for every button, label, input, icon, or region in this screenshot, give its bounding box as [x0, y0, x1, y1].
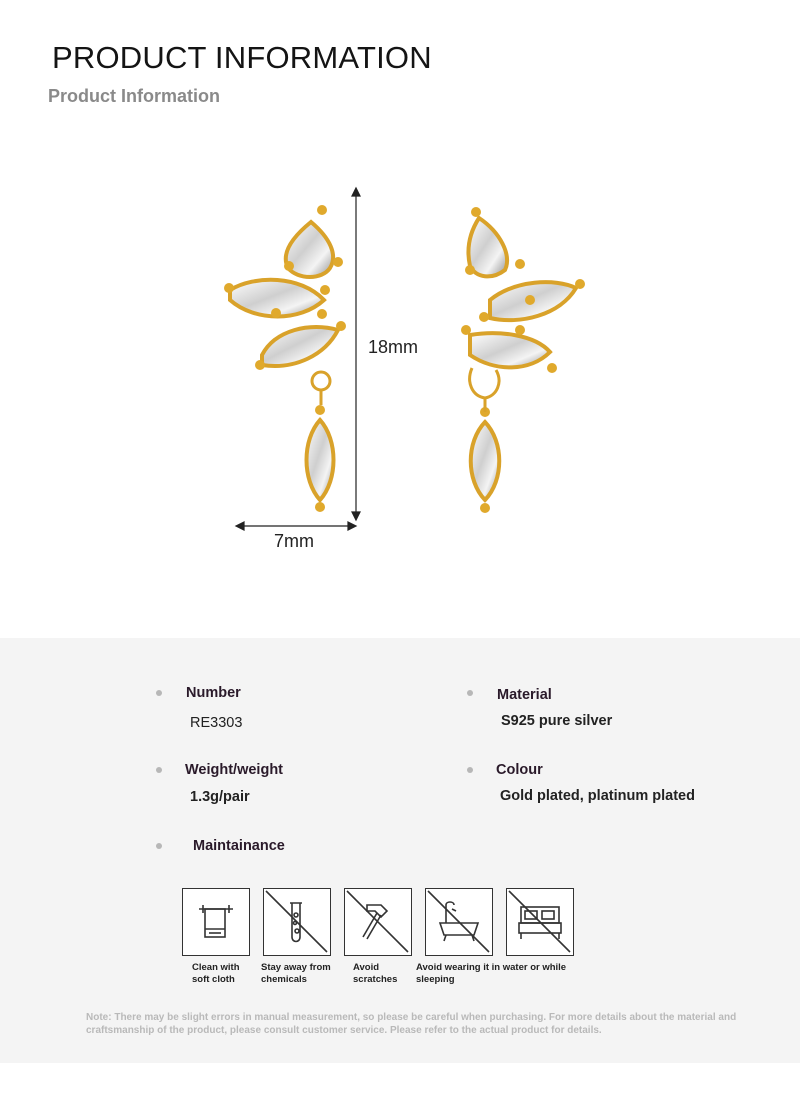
- page-title: PRODUCT INFORMATION: [52, 40, 432, 75]
- care-caption-cloth: Clean with soft cloth: [192, 962, 240, 985]
- cloth-icon: [182, 888, 250, 956]
- number-value: RE3303: [190, 715, 243, 731]
- bullet-icon: [156, 843, 162, 849]
- bullet-icon: [467, 690, 473, 696]
- height-dimension-label: 18mm: [368, 337, 419, 357]
- care-caption-chemicals: Stay away from chemicals: [261, 962, 331, 985]
- colour-label: Colour: [496, 762, 543, 778]
- material-value: S925 pure silver: [501, 713, 613, 729]
- disclaimer-note: Note: There may be slight errors in manual measurement, so please be careful when purchasing. For more details about the material and craftsmanship of the product, please consult customer service. Please refer to the actual product for details.: [86, 1012, 737, 1036]
- bullet-icon: [156, 767, 162, 773]
- width-dimension-label: 7mm: [274, 531, 314, 551]
- care-caption-scratches: Avoid scratches: [353, 962, 398, 985]
- care-caption-water-sleeping: Avoid wearing it in water or while sleeping: [416, 962, 567, 985]
- number-label: Number: [186, 685, 241, 701]
- colour-value: Gold plated, platinum plated: [500, 788, 695, 804]
- page-subtitle: Product Information: [48, 86, 220, 106]
- material-label: Material: [497, 687, 552, 703]
- weight-label: Weight/weight: [185, 762, 284, 778]
- hammer-icon: [344, 888, 412, 956]
- left-earring: [230, 222, 338, 500]
- test-tube-icon: [263, 888, 331, 956]
- bed-icon: [506, 888, 574, 956]
- bathtub-icon: [425, 888, 493, 956]
- bullet-icon: [467, 767, 473, 773]
- maintenance-label: Maintainance: [193, 838, 285, 854]
- weight-value: 1.3g/pair: [190, 789, 250, 805]
- info-panel: [0, 638, 800, 1063]
- bullet-icon: [156, 690, 162, 696]
